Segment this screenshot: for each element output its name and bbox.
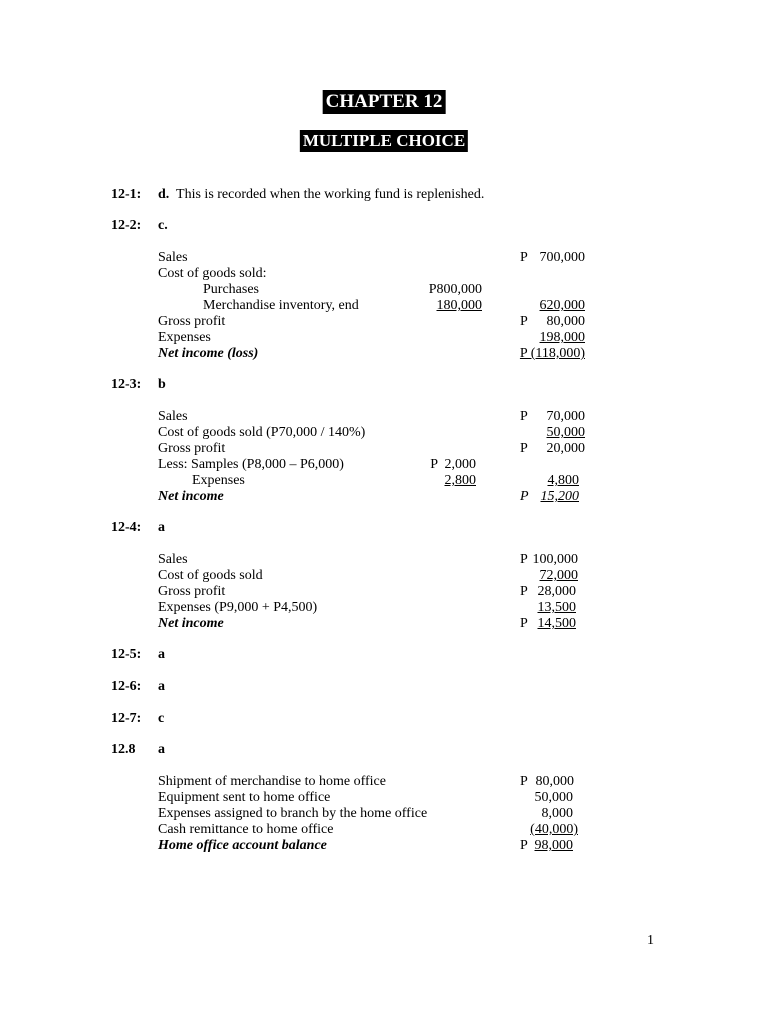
question-label: 12-1: bbox=[111, 187, 142, 202]
question-label: 12-3: bbox=[111, 377, 142, 392]
row-amount bbox=[515, 250, 585, 266]
row-amount bbox=[515, 790, 573, 806]
currency: P bbox=[520, 774, 528, 789]
currency: P bbox=[520, 314, 528, 329]
amount: 50,000 bbox=[534, 790, 573, 805]
row-amount bbox=[515, 584, 576, 600]
row-label: Net income bbox=[158, 616, 224, 631]
amount: (40,000) bbox=[530, 822, 578, 837]
row-amount bbox=[515, 425, 585, 441]
answer-letter: a bbox=[158, 742, 165, 757]
question-answer bbox=[158, 520, 165, 536]
question-label: 12-6: bbox=[111, 679, 142, 694]
chapter-title: CHAPTER 12 bbox=[323, 90, 446, 114]
row-label: Less: Samples (P8,000 – P6,000) bbox=[158, 457, 344, 472]
question-label: 12-7: bbox=[111, 711, 142, 726]
currency: P bbox=[520, 584, 528, 599]
row-label: Shipment of merchandise to home office bbox=[158, 774, 386, 789]
amount: 14,500 bbox=[537, 616, 576, 631]
currency: P bbox=[520, 409, 528, 424]
row-subamount: 2,800 bbox=[444, 473, 476, 488]
question-answer bbox=[158, 218, 168, 234]
answer-letter: c bbox=[158, 711, 165, 726]
currency: P bbox=[520, 489, 529, 504]
currency: P bbox=[520, 441, 528, 456]
row-subamount: 180,000 bbox=[436, 298, 482, 313]
row-amount bbox=[515, 568, 578, 584]
amount: 80,000 bbox=[546, 314, 585, 329]
row-label: Expenses (P9,000 + P4,500) bbox=[158, 600, 318, 615]
row-label: Expenses bbox=[158, 330, 211, 345]
answer-letter: a bbox=[158, 679, 165, 694]
row-amount bbox=[515, 822, 578, 838]
row-label: Sales bbox=[158, 250, 188, 265]
answer-text: This is recorded when the working fund is replenished. bbox=[176, 187, 485, 202]
row-label: Gross profit bbox=[158, 314, 226, 329]
row-label: Cost of goods sold (P70,000 / 140%) bbox=[158, 425, 366, 440]
row-amount bbox=[515, 409, 585, 425]
answer-letter: d. bbox=[158, 187, 170, 202]
amount: 8,000 bbox=[541, 806, 573, 821]
row-subamount: P 2,000 bbox=[430, 457, 476, 472]
row-subamount: P800,000 bbox=[428, 282, 482, 297]
section-title: MULTIPLE CHOICE bbox=[300, 130, 468, 152]
amount: P (118,000) bbox=[519, 346, 585, 361]
amount: 72,000 bbox=[539, 568, 578, 583]
row-label: Cost of goods sold: bbox=[158, 266, 267, 281]
row-label: Gross profit bbox=[158, 441, 226, 456]
question-answer bbox=[158, 742, 165, 758]
row-label: Net income bbox=[158, 489, 224, 504]
amount: 15,200 bbox=[540, 489, 579, 504]
row-label: Gross profit bbox=[158, 584, 226, 599]
question-label: 12-2: bbox=[111, 218, 142, 233]
row-label: Expenses assigned to branch by the home office bbox=[158, 806, 428, 821]
row-label: Net income (loss) bbox=[158, 346, 259, 361]
question-answer bbox=[158, 711, 164, 727]
amount: 100,000 bbox=[532, 552, 578, 567]
amount: 198,000 bbox=[539, 330, 585, 345]
row-amount bbox=[515, 314, 585, 330]
amount: 98,000 bbox=[534, 838, 573, 853]
row-label: Sales bbox=[158, 552, 188, 567]
row-amount bbox=[515, 346, 585, 362]
page-number: 1 bbox=[647, 933, 654, 948]
amount: 20,000 bbox=[546, 441, 585, 456]
row-label: Cost of goods sold bbox=[158, 568, 263, 583]
amount: 4,800 bbox=[547, 473, 579, 488]
row-amount bbox=[515, 473, 579, 489]
row-label: Home office account balance bbox=[158, 838, 327, 853]
currency: P bbox=[520, 552, 528, 567]
amount: 620,000 bbox=[539, 298, 585, 313]
row-label: Sales bbox=[158, 409, 188, 424]
answer-letter: a bbox=[158, 520, 165, 535]
question-answer bbox=[158, 647, 165, 663]
amount: 80,000 bbox=[535, 774, 574, 789]
row-amount bbox=[515, 806, 573, 822]
row-amount bbox=[515, 330, 585, 346]
row-amount bbox=[515, 838, 573, 854]
row-label: Cash remittance to home office bbox=[158, 822, 334, 837]
amount: 70,000 bbox=[546, 409, 585, 424]
row-amount bbox=[515, 298, 585, 314]
question-answer bbox=[158, 679, 165, 695]
row-label: Expenses bbox=[192, 473, 245, 488]
row-label: Merchandise inventory, end bbox=[203, 298, 359, 313]
amount: 28,000 bbox=[537, 584, 576, 599]
currency: P bbox=[520, 250, 528, 265]
answer-letter: b bbox=[158, 377, 166, 392]
question-label: 12-4: bbox=[111, 520, 142, 535]
row-label: Equipment sent to home office bbox=[158, 790, 331, 805]
answer-letter: a bbox=[158, 647, 165, 662]
row-amount bbox=[515, 489, 579, 505]
row-amount bbox=[515, 616, 576, 632]
currency: P bbox=[520, 838, 528, 853]
row-amount bbox=[515, 552, 578, 568]
row-amount bbox=[515, 600, 576, 616]
amount: 50,000 bbox=[546, 425, 585, 440]
row-amount bbox=[515, 441, 585, 457]
question-label: 12.8 bbox=[111, 742, 136, 757]
question-answer bbox=[158, 377, 166, 393]
currency: P bbox=[520, 616, 528, 631]
row-amount bbox=[515, 774, 574, 790]
amount: 13,500 bbox=[537, 600, 576, 615]
row-label: Purchases bbox=[203, 282, 259, 297]
question-answer bbox=[158, 187, 484, 203]
answer-letter: c. bbox=[158, 218, 168, 233]
question-label: 12-5: bbox=[111, 647, 142, 662]
amount: 700,000 bbox=[539, 250, 585, 265]
